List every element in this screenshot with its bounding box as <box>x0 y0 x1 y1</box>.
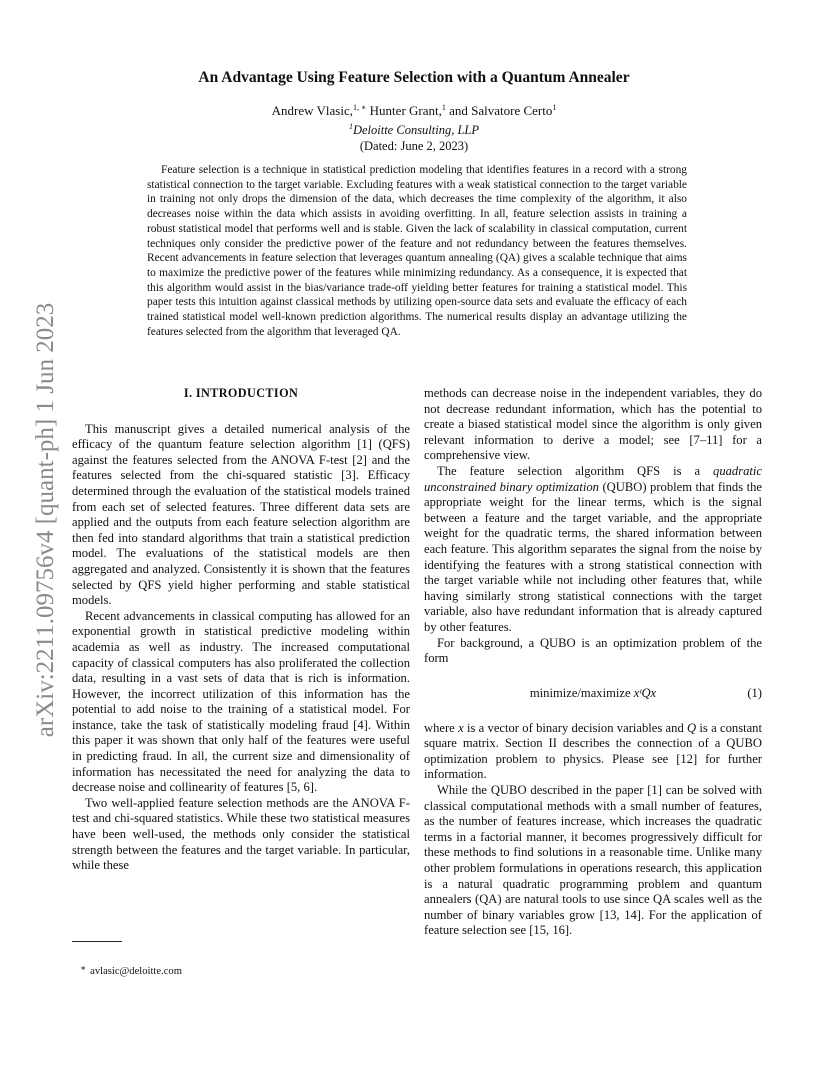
affiliation-name: Deloitte Consulting, LLP <box>352 123 480 137</box>
math-var: x <box>458 720 464 735</box>
footnote-rule <box>72 941 122 942</box>
footnote <box>80 963 182 977</box>
paragraph: Two well-applied feature selection methods are the ANOVA F-test and chi-squared statistics. While these two statistical measures have been well-used, the methods only consider the statistical strength between the features and the target variable. In particular, while these <box>72 795 410 873</box>
footnote-email[interactable]: avlasic@deloitte.com <box>90 966 182 977</box>
author-name: and Salvatore Certo <box>445 103 553 118</box>
left-column <box>72 386 410 874</box>
math-var: Q <box>687 720 697 735</box>
paragraph: This manuscript gives a detailed numerical analysis of the efficacy of the quantum feature selection algorithm [1] (QFS) against the features selected from the ANOVA F-test [2] and the features selected from the chi-squared statistic [3]. Efficacy determined through the evaluation of the statistical models trained from each set of selected features. Three different data sets are applied and the outputs from each feature selection algorithm are then fed into standard algorithms that train a statistical prediction model. The evaluations of the statistical models are then aggregated and analyzed. Consistently it is shown that the features selected by QFS yield higher performing and stable statistical models. <box>72 421 410 608</box>
abstract: Feature selection is a technique in statistical prediction modeling that identifies features in a record with a strong statistical connection to the target variable. Excluding features with a weak statistical connection to the target variable in training not only drops the dimension of the data, which decreases the time complexity of the algorithm, it also decreases noise within the data which assists in avoiding overfitting. In all, feature selection assists in training a robust statistical model that performs well and is stable. Given the lack of scalability in classical computation, current techniques only consider the predictive power of the feature and not redundancy between the features themselves. Recent advancements in feature selection that leverages quantum annealing (QA) gives a scalable technique that aims to maximize the predictive power of the features while minimizing redundancy. As a consequence, it is expected that this algorithm would assist in the bias/variance trade-off yielding better features for training a statistical model. This paper tests this intuition against classical methods by utilizing open-source data sets and evaluate the efficacy of each trained statistical model well-known prediction algorithms. The numerical results display an advantage utilizing the features selected from the algorithm that leveraged QA. <box>147 164 687 338</box>
author-affil-mark: 1, ∗ <box>352 103 367 112</box>
author-name: Andrew Vlasic, <box>271 103 353 118</box>
text-run: (QUBO) problem that finds the appropriate weight for the linear terms, which is the signal between a feature and the target variable, and the appropriate weight for the quadratic terms, the shared information between each feature. This algorithm separates the signal from the noise by identifying the features with a strong statistical connection with the target variable while not including other features that, while having similarly strong statistical connections with the target variable, also have redundant information that is already captured by other features. <box>424 479 762 634</box>
paragraph <box>424 721 762 783</box>
arxiv-sidebar-stamp <box>28 290 64 750</box>
equation-text: minimize/maximize <box>529 685 634 700</box>
author-line <box>100 103 728 119</box>
affil-mark: 1 <box>348 122 353 131</box>
section-heading: I. INTRODUCTION <box>183 386 299 400</box>
author-affil-mark: 1 <box>552 103 557 112</box>
footnote-mark: ∗ <box>80 963 87 973</box>
equation-body <box>424 686 722 702</box>
text-run: is a constant square matrix. Section II describes the connection of a QUBO optimization problem to physics. Please see [12] for further information. <box>424 720 762 782</box>
arxiv-id: arXiv:2211.09756v4 [quant-ph] 1 Jun 2023 <box>32 302 59 738</box>
text-run: is a vector of binary decision variables and <box>463 720 688 735</box>
paragraph <box>424 464 762 636</box>
emphasis-text: quadratic unconstrained binary optimization <box>424 463 762 494</box>
paragraph: While the QUBO described in the paper [1] can be solved with classical computational methods with a small number of features, as the number of features increase, which increases the quadratic terms in a factorial manner, it becomes progressively difficult for these methods to find solutions in a reasonable time. Unlike many other problem formulations in operations research, this application is a natural quadratic programming problem and quantum annealers (QA) are natural tools to use since QA scales well as the number of binary variables grow [13, 14]. For the application of feature selection see [15, 16]. <box>424 783 762 938</box>
right-column <box>424 386 762 939</box>
text-run: where <box>424 720 459 735</box>
equation <box>424 677 762 711</box>
equation-number: (1) <box>747 685 762 700</box>
text-run: The feature selection algorithm QFS is a <box>437 463 714 478</box>
author-name: Hunter Grant, <box>366 103 442 118</box>
paper-title: An Advantage Using Feature Selection with a Quantum Annealer <box>198 69 630 86</box>
paragraph: Recent advancements in classical computing has allowed for an exponential growth in statistical predictive modeling within academia as well as industry. The increased computational capacity of classical computers has also proliferated the collection data, resulting in a vast sets of data that is rich is information. However, the incorrect utilization of this information has the potential to add noise to the training of a statistical model. For instance, take the task of statistically modeling fraud [4]. Within this paper it was shown that only half of the features were useful in predicting fraud. In all, the current size and dimensionality of information has necessitated the need for analyzing the data to decrease noise and collinearity of features [5, 6]. <box>72 608 410 795</box>
author-affil-mark: 1 <box>441 103 446 112</box>
paragraph: For background, a QUBO is an optimization problem of the form <box>424 635 762 666</box>
paragraph: methods can decrease noise in the independent variables, they do not decrease redundant information, which has the potential to create a biased statistical model since the algorithm is only given relevant information to derive a model; see [7–11] for a comprehensive view. <box>424 386 762 463</box>
affiliation <box>100 123 728 138</box>
equation-math: xᵗQx <box>633 685 657 700</box>
paper-date: (Dated: June 2, 2023) <box>359 139 469 153</box>
